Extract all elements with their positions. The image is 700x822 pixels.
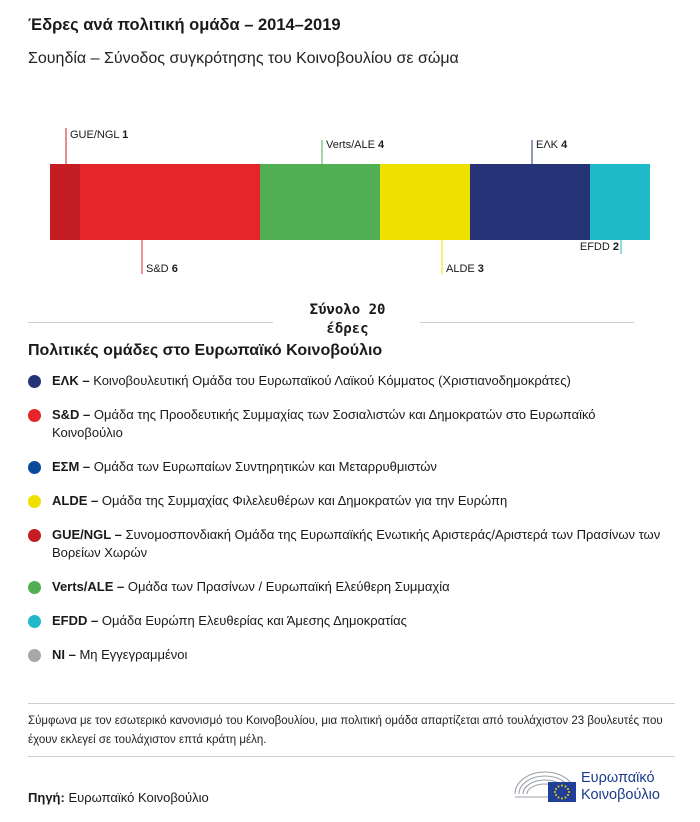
bar-label-name: ALDE	[446, 263, 478, 275]
bar-segment-efdd	[590, 164, 650, 240]
legend-dot	[28, 649, 41, 662]
legend-abbr: EFDD –	[52, 613, 99, 628]
legend-item-ecr	[28, 458, 668, 476]
legend-dot	[28, 529, 41, 542]
bar-label-name: EFDD	[579, 241, 613, 253]
bar-label-name: ΕΛΚ	[536, 139, 562, 151]
logo-wordmark	[581, 770, 660, 804]
bar-segment-verts-ale	[260, 164, 380, 240]
legend-abbr: ΕΛΚ –	[52, 373, 90, 388]
note-divider-bottom	[28, 756, 675, 757]
legend-abbr: ALDE –	[52, 493, 99, 508]
note-divider-top	[28, 703, 675, 704]
legend-title: Πολιτικές ομάδες στο Ευρωπαϊκό Κοινοβούλιο	[28, 342, 383, 359]
legend-text: Συνομοσπονδιακή Ομάδα της Ευρωπαϊκής Ενωτικής Αριστεράς/Αριστερά των Πρασίνων των Βορείων Χωρών	[52, 527, 661, 560]
legend-text: Κοινοβουλευτική Ομάδα του Ευρωπαϊκού Λαϊκού Κόμματος (Χριστιανοδημοκράτες)	[89, 373, 571, 388]
total-seats-count: Σύνολο 20	[309, 302, 386, 318]
legend-text: Ομάδα των Πρασίνων / Ευρωπαϊκή Ελεύθερη Συμμαχία	[124, 579, 450, 594]
bar-segment-alde	[380, 164, 470, 240]
total-seats	[275, 301, 420, 339]
legend-dot	[28, 495, 41, 508]
legend-item-epp	[28, 372, 668, 390]
legend-text: Ομάδα της Συμμαχίας Φιλελευθέρων και Δημοκρατών για την Ευρώπη	[98, 493, 508, 508]
legend-abbr: NI –	[52, 647, 76, 662]
bar-label-name: S&D	[146, 263, 172, 275]
bar-label-value: 4	[561, 139, 568, 151]
legend-text: Ομάδα των Ευρωπαίων Συντηρητικών και Μεταρρυθμιστών	[90, 459, 437, 474]
total-divider-left	[28, 322, 273, 323]
bar-label	[446, 263, 484, 275]
stacked-seat-bar-chart	[0, 100, 700, 290]
bar-label-value: 4	[377, 139, 385, 151]
legend-dot	[28, 461, 41, 474]
legend-text: Μη Εγγεγραμμένοι	[75, 647, 188, 662]
legend-item-alde	[28, 492, 668, 510]
legend-abbr: S&D –	[52, 407, 91, 422]
legend-abbr: ΕΣΜ –	[52, 459, 91, 474]
total-seats-unit: έδρες	[326, 321, 369, 337]
rules-note: Σύμφωνα με τον εσωτερικό κανονισμό του Κοινοβουλίου, μια πολιτική ομάδα απαρτίζεται από τουλάχιστον 23 βουλευτές που έχουν εκλεγεί σε τουλάχιστον επτά κράτη μέλη.	[28, 715, 663, 746]
bar-label	[70, 129, 128, 141]
bar-label	[146, 263, 178, 275]
legend-item-sd	[28, 406, 668, 442]
legend-dot	[28, 615, 41, 628]
chart-subtitle: Σουηδία – Σύνοδος συγκρότησης του Κοινοβουλίου σε σώμα	[28, 50, 459, 67]
source-line	[28, 790, 209, 805]
bar-label-value: 3	[477, 263, 484, 275]
total-divider-right	[420, 322, 634, 323]
legend-dot	[28, 409, 41, 422]
legend-item-gue-ngl	[28, 526, 668, 562]
legend-text: Ομάδα Ευρώπη Ελευθερίας και Άμεσης Δημοκρατίας	[98, 613, 407, 628]
bar-label-name: Verts/ALE	[326, 139, 378, 151]
legend-abbr: GUE/NGL –	[52, 527, 122, 542]
legend-item-efdd	[28, 612, 668, 630]
legend-item-ni	[28, 646, 668, 664]
legend-dot	[28, 581, 41, 594]
legend-abbr: Verts/ALE –	[52, 579, 125, 594]
bar-label	[326, 139, 385, 151]
source-label: Πηγή:	[28, 790, 65, 805]
legend-text: Ομάδα της Προοδευτικής Συμμαχίας των Σοσιαλιστών και Δημοκρατών στο Ευρωπαϊκό Κοινοβούλιο	[52, 407, 596, 440]
bar-segment-s-d	[80, 164, 260, 240]
bar-label-name: GUE/NGL	[70, 129, 123, 141]
source-text: Ευρωπαϊκό Κοινοβούλιο	[64, 790, 209, 805]
bar-label	[536, 139, 568, 151]
logo-line-2: Κοινοβούλιο	[581, 787, 660, 803]
legend-item-verts-ale	[28, 578, 668, 596]
bar-label-value: 2	[612, 241, 619, 253]
bar-segment-gue-ngl	[50, 164, 80, 240]
bar-segment-ελκ	[470, 164, 590, 240]
bar-label-value: 1	[122, 129, 129, 141]
logo-line-1: Ευρωπαϊκό	[581, 770, 655, 786]
chart-title: Έδρες ανά πολιτική ομάδα – 2014–2019	[28, 16, 341, 34]
bar-label	[580, 241, 619, 253]
legend-dot	[28, 375, 41, 388]
european-parliament-logo-icon	[512, 764, 578, 804]
bar-label-value: 6	[171, 263, 178, 275]
legend-list	[28, 372, 668, 680]
